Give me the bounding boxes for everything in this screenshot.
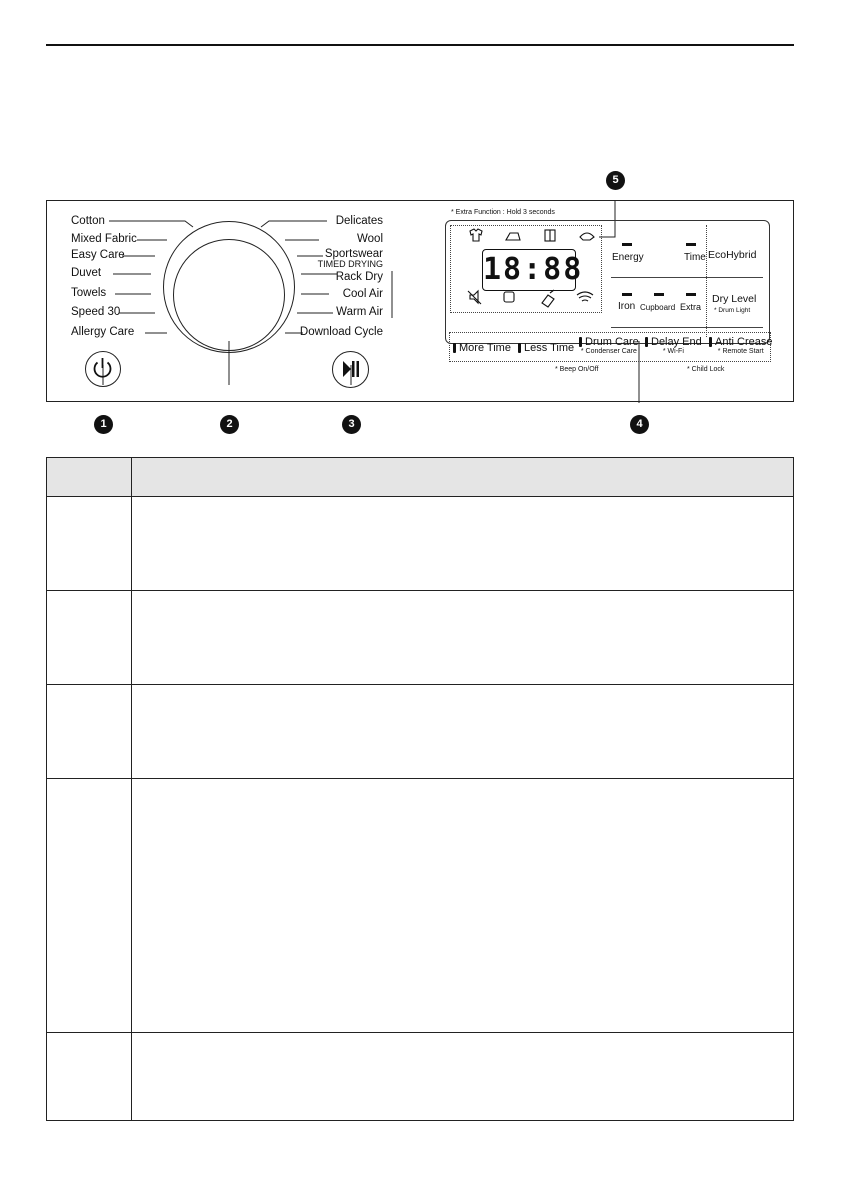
delay-end-label: Delay End: [651, 336, 702, 348]
program-dial-knob[interactable]: [173, 239, 285, 351]
table-row: [47, 779, 794, 1033]
program-mixed-fabric[interactable]: Mixed Fabric: [71, 233, 137, 245]
power-icon: [86, 352, 119, 385]
anti-crease-button[interactable]: [709, 336, 772, 362]
table-row: [47, 685, 794, 779]
extra-label[interactable]: Extra: [680, 302, 702, 312]
program-warm-air[interactable]: Warm Air: [336, 306, 383, 318]
less-time-button[interactable]: [518, 342, 574, 368]
filter-icon: [504, 292, 514, 302]
program-cool-air[interactable]: Cool Air: [342, 288, 383, 300]
program-download-cycle[interactable]: Download Cycle: [299, 326, 383, 338]
start-pause-button[interactable]: [332, 351, 369, 388]
ecohybrid-box: [706, 225, 765, 337]
beep-on-off-note: * Beep On/Off: [555, 366, 599, 373]
program-delicates[interactable]: Delicates: [335, 215, 383, 227]
table-row: [47, 1033, 794, 1121]
time-indicator: [686, 243, 696, 246]
program-cotton[interactable]: Cotton: [71, 215, 105, 227]
program-wool[interactable]: Wool: [357, 233, 383, 245]
cupboard-label[interactable]: Cupboard: [640, 303, 676, 312]
child-lock-note: * Child Lock: [687, 366, 725, 373]
extra-function-note: * Extra Function : Hold 3 seconds: [451, 209, 555, 216]
callout-1: 1: [94, 415, 113, 434]
anti-crease-indicator: [709, 337, 712, 347]
table-row: [47, 497, 794, 591]
divider-row1: [611, 277, 763, 278]
more-time-indicator: [453, 343, 456, 353]
mute-icon: [468, 291, 481, 304]
program-sportswear[interactable]: Sportswear: [324, 248, 383, 260]
table-row: [47, 591, 794, 685]
wifi-icon: [577, 292, 593, 301]
drum-care-button[interactable]: [579, 336, 639, 362]
callout-3: 3: [342, 415, 361, 434]
drum-light-note: * Drum Light: [714, 307, 751, 314]
play-pause-icon: [333, 352, 367, 386]
less-time-label: Less Time: [524, 342, 575, 354]
time-label[interactable]: Time: [684, 252, 706, 263]
dry-level-button[interactable]: Dry Level: [712, 293, 757, 305]
ecohybrid-button[interactable]: EcoHybrid: [708, 249, 757, 261]
iron-label[interactable]: Iron: [618, 301, 636, 312]
table-header-cell: [132, 458, 794, 497]
energy-label[interactable]: Energy: [612, 252, 644, 263]
extra-indicator: [686, 293, 696, 296]
anti-crease-label: Anti Crease: [715, 336, 773, 348]
delay-end-button[interactable]: [645, 336, 702, 362]
timed-drying-label: TIMED DRYING: [317, 259, 383, 269]
table-header-cell: [47, 458, 132, 497]
program-speed-30[interactable]: Speed 30: [71, 306, 121, 318]
more-time-button[interactable]: [453, 342, 511, 368]
table-header-row: [47, 458, 794, 497]
shirt-icon: [470, 229, 482, 241]
program-rack-dry[interactable]: Rack Dry: [335, 271, 383, 283]
remote-start-note: * Remote Start: [717, 348, 764, 355]
delay-end-indicator: [645, 337, 648, 347]
description-table: [46, 457, 794, 1121]
less-time-indicator: [518, 343, 521, 353]
callout-4: 4: [630, 415, 649, 434]
iron-icon: [506, 233, 520, 240]
energy-indicator: [622, 243, 632, 246]
drum-light-icon: [542, 290, 554, 307]
top-rule: [46, 44, 794, 46]
cupboard-indicator: [654, 293, 664, 296]
display-panel: [445, 220, 770, 344]
callout-2: 2: [220, 415, 239, 434]
drum-care-indicator: [579, 337, 582, 347]
power-button[interactable]: [85, 351, 121, 387]
more-time-label: More Time: [459, 342, 511, 354]
program-easy-care[interactable]: Easy Care: [71, 249, 125, 261]
extra-dry-icon: [580, 233, 594, 240]
control-panel: [46, 174, 794, 430]
callout-5: 5: [606, 171, 625, 190]
program-duvet[interactable]: Duvet: [71, 267, 102, 279]
program-towels[interactable]: Towels: [71, 287, 107, 299]
program-allergy-care[interactable]: Allergy Care: [71, 326, 135, 338]
divider-row2: [611, 327, 763, 328]
wifi-note: * Wi-Fi: [662, 348, 684, 355]
iron-indicator: [622, 293, 632, 296]
time-display-digits: 18:88: [482, 249, 576, 291]
drum-care-label: Drum Care: [585, 336, 639, 348]
condenser-care-note: * Condenser Care: [580, 348, 637, 355]
